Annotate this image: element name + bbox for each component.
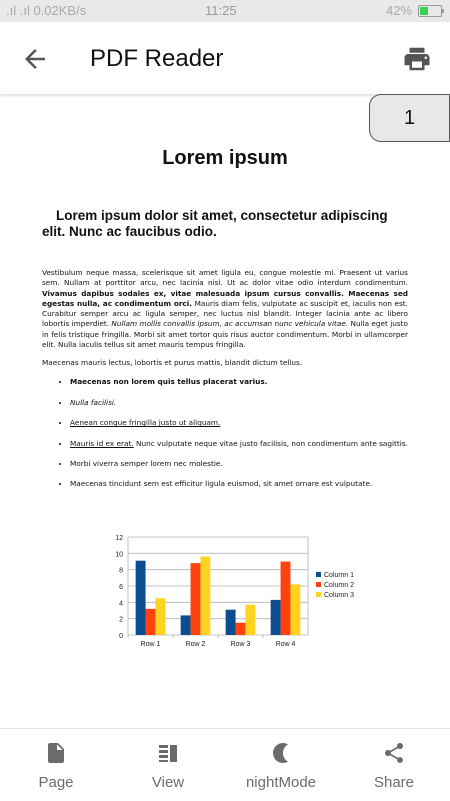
bar <box>226 610 236 635</box>
x-tick-label: Row 1 <box>140 641 161 648</box>
bar <box>136 561 146 635</box>
list-item: • Maecenas tincidunt sem est efficitur ligula euismod, sit amet ornare est vulputate. <box>70 479 408 489</box>
bar <box>271 600 281 635</box>
battery-icon <box>418 5 442 17</box>
nav-night-mode-label: nightMode <box>245 774 317 791</box>
bar <box>181 615 191 635</box>
night-mode-icon <box>269 741 293 765</box>
page-icon <box>44 741 68 765</box>
para1-text-b: Mauris diam felis, vulputate ac suscipit et, iaculis non est. Curabitur semper arcu ac ligula semper, nec luctus nisl blandit. Integer lacinia ante ac libero lobortis imperdiet. <box>42 298 408 329</box>
para1-text-a: Vestibulum neque massa, scelerisque sit amet ligula eu, congue molestie mi. Praesent ut varius sem. Nullam at porttitor arcu, nec lacinia nisi. Ut ac dolor vitae odio interdum condimentum. <box>42 268 408 288</box>
x-tick-label: Row 3 <box>230 641 251 648</box>
list-item-underlined: Mauris id ex erat. <box>70 438 134 448</box>
document-subheading: Lorem ipsum dolor sit amet, consectetur adipiscing elit. Nunc ac faucibus odio. <box>42 208 388 239</box>
bar <box>236 623 246 635</box>
y-tick-label: 2 <box>119 616 123 624</box>
arrow-back-icon[interactable] <box>20 44 50 74</box>
nav-night-mode[interactable] <box>225 729 337 801</box>
x-tick-label: Row 2 <box>185 641 206 648</box>
battery-percent: 42% <box>385 3 412 18</box>
paragraph-2: Maecenas mauris lectus, lobortis et purus mattis, blandit dictum tellus. <box>42 358 303 368</box>
y-tick-label: 0 <box>119 633 123 640</box>
bar <box>146 609 156 635</box>
legend-swatch <box>316 572 321 577</box>
bar <box>200 557 210 635</box>
y-tick-label: 6 <box>119 584 123 591</box>
share-icon <box>382 741 406 765</box>
bar <box>155 598 165 635</box>
bottom-navigation <box>0 728 450 801</box>
view-icon <box>156 741 180 765</box>
bar <box>290 584 300 635</box>
network-status: .ıl .ıl 0.02KB/s <box>6 3 87 18</box>
status-bar <box>0 0 450 22</box>
page-number-badge[interactable]: 1 <box>369 94 450 142</box>
para1-bold: Vivamus dapibus sodales ex, vitae malesuada ipsum cursus convallis. Maecenas sed egestas nulla, ac condimentum orci. <box>42 288 408 308</box>
list-item: • Aenean congue fringilla justo ut aliquam. <box>70 418 408 428</box>
nav-page[interactable] <box>0 729 112 801</box>
bar <box>281 562 291 636</box>
y-tick-label: 4 <box>119 600 123 608</box>
clock: 11:25 <box>205 3 237 18</box>
document-heading: Lorem ipsum <box>162 147 288 169</box>
list-item: • Morbi viverra semper lorem nec molestie. <box>70 459 408 469</box>
legend-label: Column 1 <box>324 572 354 579</box>
legend-swatch <box>316 582 321 587</box>
list-item-rest: Nunc vulputate neque vitae justo facilisis, non condimentum ante sagittis. <box>133 438 408 448</box>
list-item: • Nulla facilisi. <box>70 398 408 408</box>
app-title: PDF Reader <box>90 45 224 72</box>
y-tick-label: 12 <box>115 535 123 542</box>
para1-text-c: Nulla eget justo in felis tristique fringilla. Morbi sit amet tortor quis risus auctor condimentum. Morbi in ullamcorper elit. Nulla iaculis tellus sit amet mauris tempus fringilla. <box>42 319 409 350</box>
bar <box>245 605 255 635</box>
nav-page-label: Page <box>38 774 74 791</box>
y-tick-label: 10 <box>115 551 123 559</box>
nav-share-label: Share <box>373 774 415 791</box>
legend-swatch <box>316 592 321 597</box>
status-right <box>386 3 442 18</box>
nav-view[interactable] <box>112 729 224 801</box>
pdf-page <box>42 142 408 500</box>
x-tick-label: Row 4 <box>275 641 296 648</box>
paragraph-1 <box>42 268 408 350</box>
y-tick-label: 8 <box>119 567 123 575</box>
legend-label: Column 2 <box>324 582 354 589</box>
nav-view-label: View <box>151 774 185 791</box>
bar <box>191 563 201 635</box>
app-bar <box>0 22 450 94</box>
chart-svg <box>100 525 360 660</box>
nav-share[interactable] <box>338 729 450 801</box>
para1-italic: Nullam mollis convallis ipsum, ac accumsan nunc vehicula vitae. <box>111 319 349 329</box>
list-item: • Maecenas non lorem quis tellus placerat varius. <box>70 377 408 387</box>
bar-chart <box>100 525 360 660</box>
bullet-list <box>42 377 408 489</box>
printer-icon[interactable] <box>402 44 432 74</box>
list-item <box>70 439 408 449</box>
legend-label: Column 3 <box>324 592 354 599</box>
